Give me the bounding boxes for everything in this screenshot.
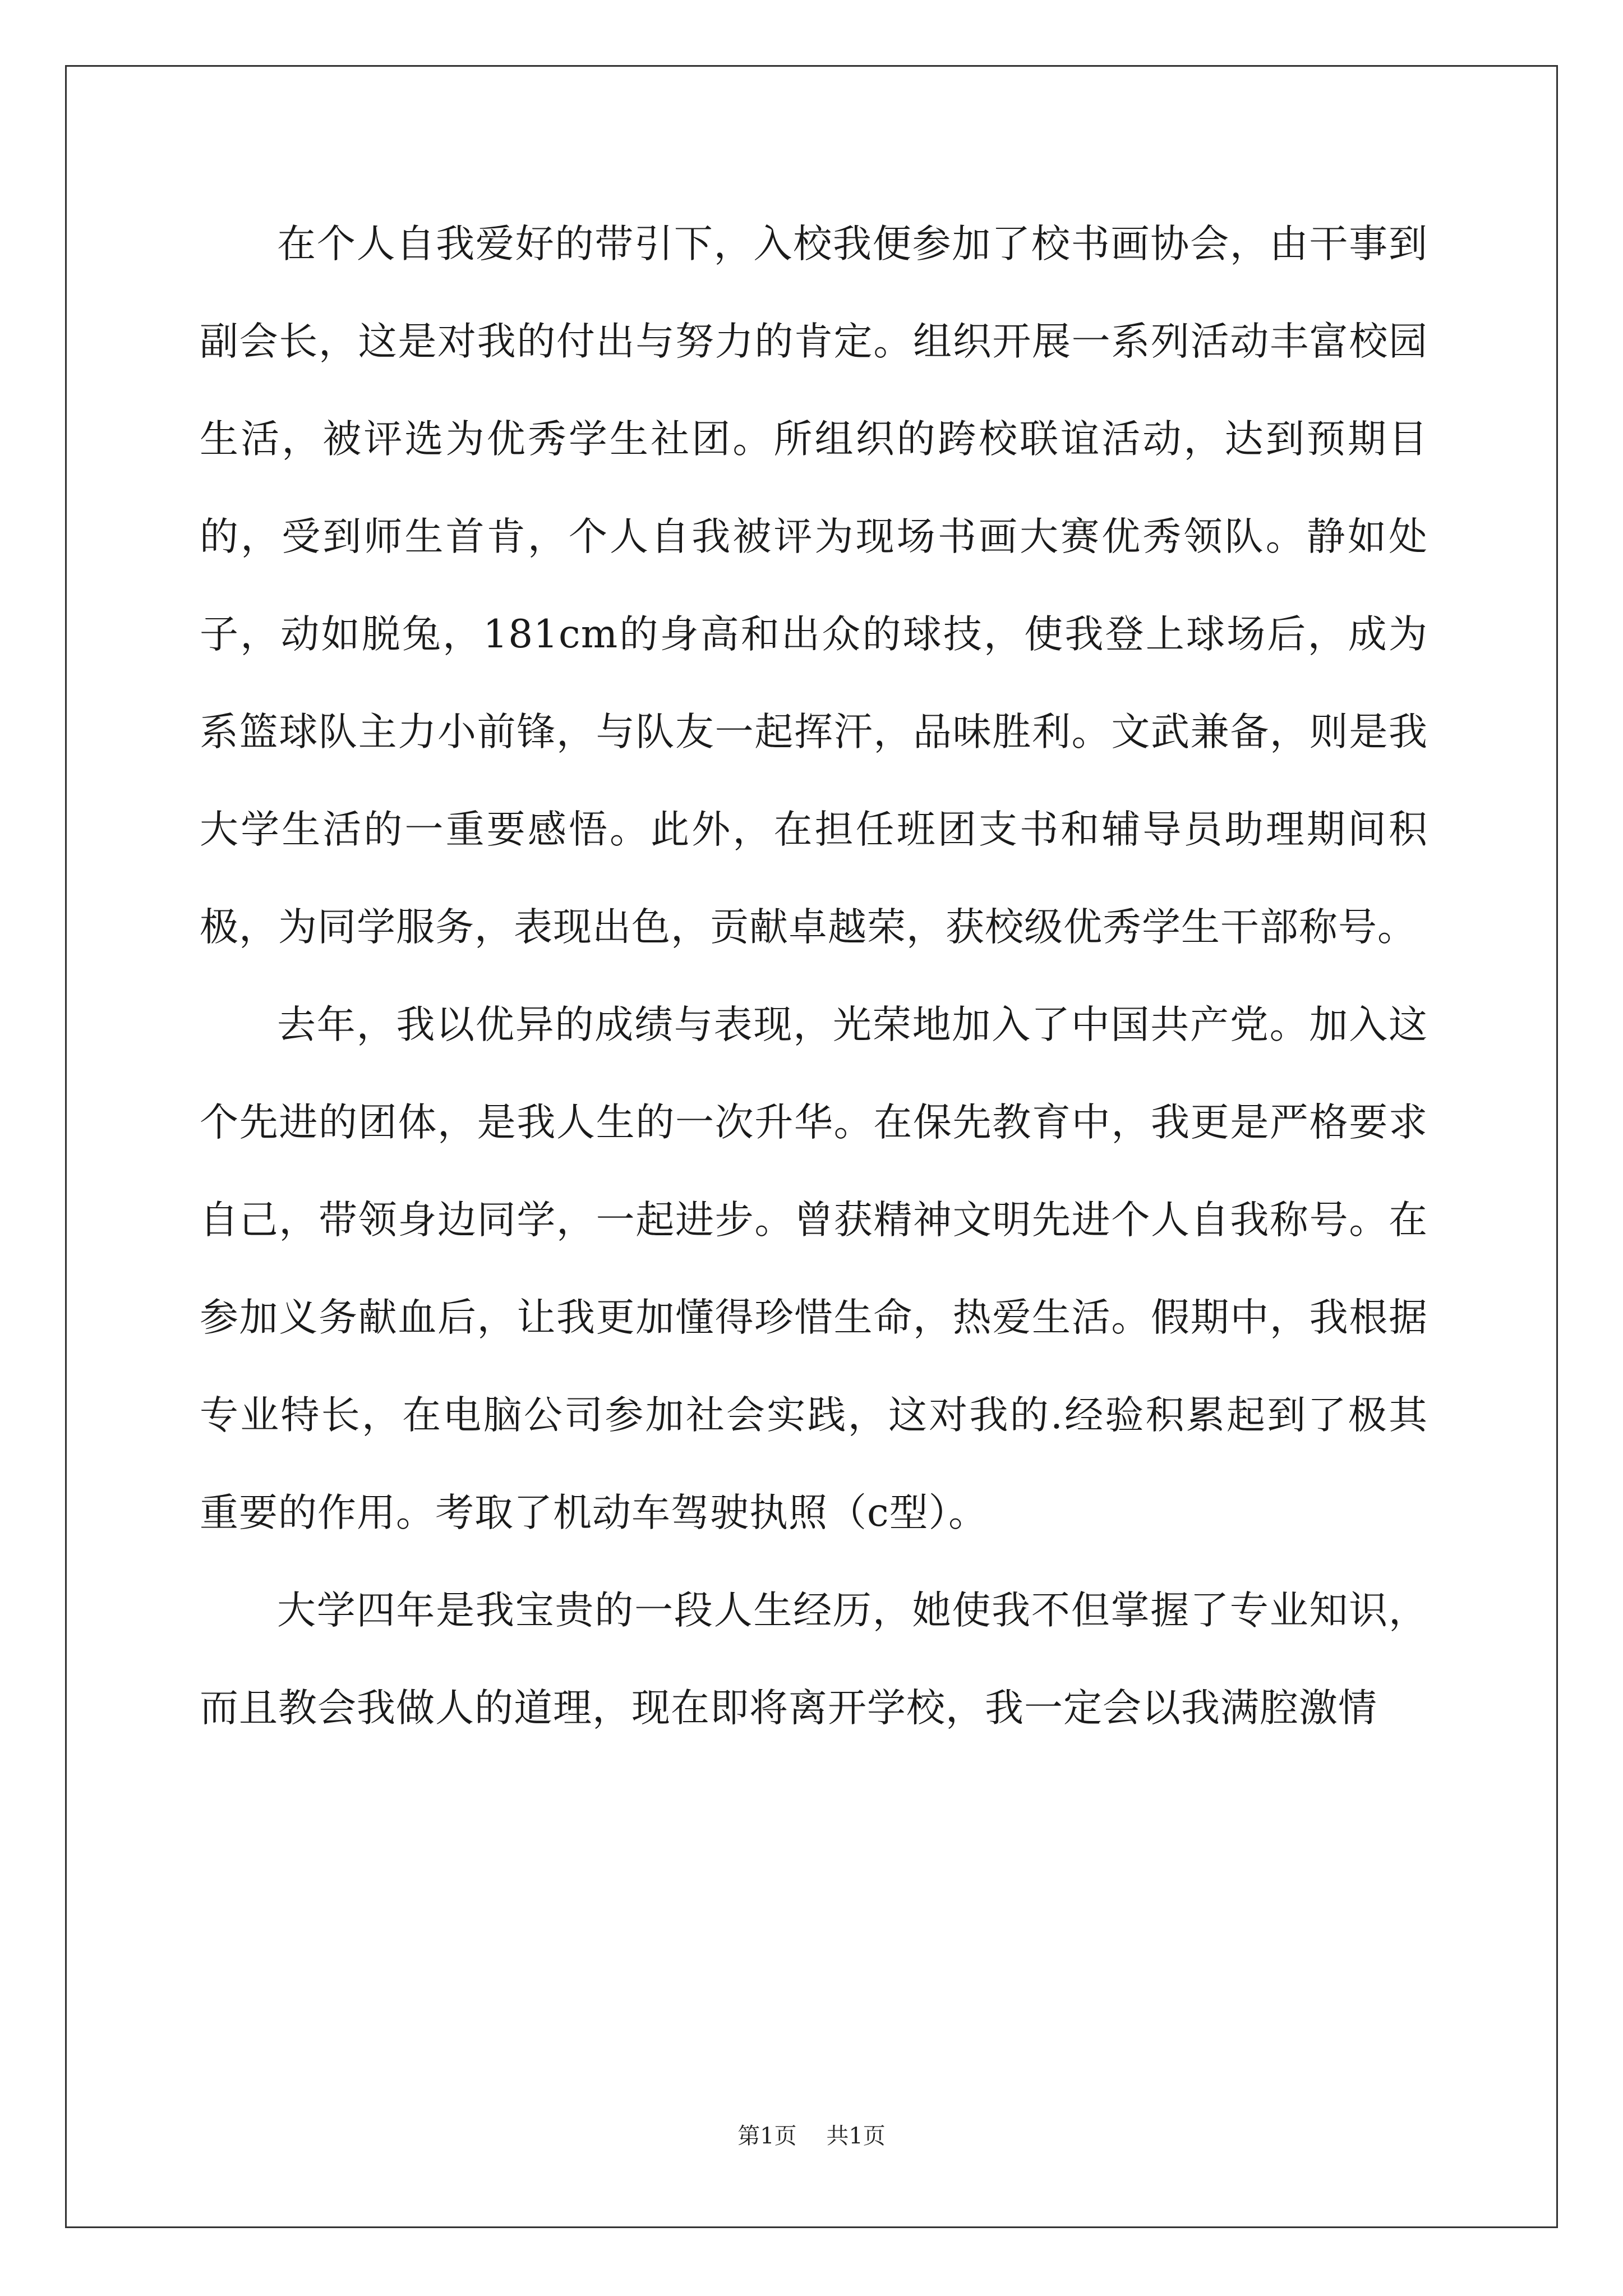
paragraph-3: 大学四年是我宝贵的一段人生经历，她使我不但掌握了专业知识，而且教会我做人的道理，现在即将离开学校，我一定会以我满腔激情 [200, 1588, 1428, 1731]
document-body [200, 195, 1428, 1757]
page-number-current: 第1页 [737, 2123, 797, 2149]
paragraph-2: 去年，我以优异的成绩与表现，光荣地加入了中国共产党。加入这个先进的团体，是我人生的一次升华。在保先教育中，我更是严格要求自己，带领身边同学，一起进步。曾获精神文明先进个人自我称号。在参加义务献血后，让我更加懂得珍惜生命，热爱生活。假期中，我根据专业特长，在电脑公司参加社会实践，这对我的.经验积累起到了极其重要的作用。考取了机动车驾驶执照（c型）。 [200, 1002, 1428, 1535]
paragraph-1: 在个人自我爱好的带引下，入校我便参加了校书画协会，由干事到副会长，这是对我的付出与努力的肯定。组织开展一系列活动丰富校园生活，被评选为优秀学生社团。所组织的跨校联谊活动，达到预期目的，受到师生首肯，个人自我被评为现场书画大赛优秀领队。静如处子，动如脱兔，181cm的身高和出众的球技，使我登上球场后，成为系篮球队主力小前锋，与队友一起挥汗，品味胜利。文武兼备，则是我大学生活的一重要感悟。此外，在担任班团支书和辅导员助理期间积极，为同学服务，表现出色，贡献卓越荣，获校级优秀学生干部称号。 [200, 222, 1428, 950]
page-footer [0, 2118, 1623, 2150]
page-number-total: 共1页 [826, 2123, 886, 2149]
